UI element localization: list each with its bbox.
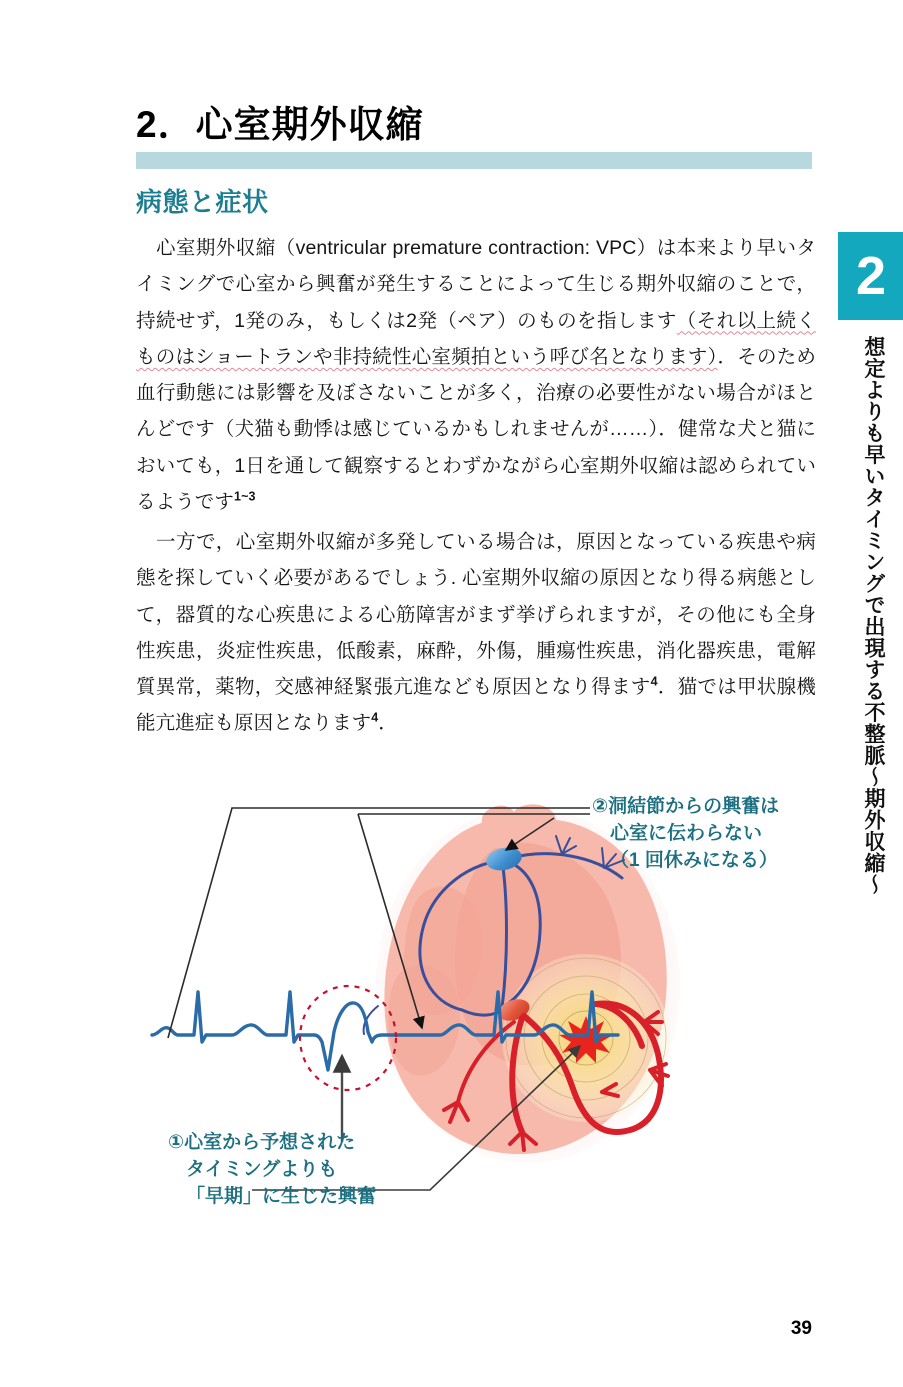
paragraph-1-text-a: 心室期外収縮（ventricular premature contraction: VPC）は本来より早いタイミングで心室から興奮が発生することによって生じる期外収縮のことで，持続せず，1発のみ，もしくは2発（ペア）のものを指します bbox=[136, 237, 816, 332]
paragraph-2-text-c: ． bbox=[378, 712, 398, 735]
paragraph-2-text-b: ．猫では甲状腺機能亢進症も原因となります bbox=[136, 676, 816, 735]
callout-1-line-3: 「早期」に生じた興奮 bbox=[186, 1185, 377, 1207]
paragraph-1-text-b: ．そのため血行動態には影響を及ぼさないことが多く，治療の必要性がない場合がほとんどです（犬猫も動悸は感じているかもしれませんが……）．健常な犬と猫においても，1日を通して観察するとわずかながら心室期外収縮は認められているようです bbox=[136, 345, 816, 514]
paragraph-1-squiggle-text: （それ以上続くものはショートランや非持続性心室頻拍という呼び名となります） bbox=[136, 309, 816, 368]
chapter-tab bbox=[838, 232, 903, 320]
chapter-tab-number: 2 bbox=[855, 246, 886, 306]
title-rule bbox=[136, 152, 812, 169]
callout-2-line-3: （1 回休みになる） bbox=[610, 849, 778, 871]
callout-2-line-2: 心室に伝わらない bbox=[610, 822, 763, 844]
callout-1-line-1: ①心室から予想された bbox=[168, 1132, 356, 1153]
callout-1 bbox=[168, 1130, 376, 1211]
page-number: 39 bbox=[790, 1318, 812, 1339]
chapter-running-head: 想定よりも早いタイミングで出現する不整脈〜期外収縮〜 bbox=[862, 336, 885, 895]
section-subheading: 病態と症状 bbox=[136, 187, 269, 217]
body-paragraph-2 bbox=[136, 524, 816, 742]
body-paragraph-1 bbox=[136, 230, 816, 520]
reference-marker: 4 bbox=[371, 710, 379, 725]
page-title: 2．心室期外収縮 bbox=[136, 104, 424, 145]
paragraph-2-text-a: 一方で，心室期外収縮が多発している場合は，原因となっている疾患や病態を探していく必要があるでしょう. 心室期外収縮の原因となり得る病態として，器質的な心疾患による心筋障害がまず挙げられますが，その他にも全身性疾患，炎症性疾患，低酸素，麻酔，外傷，腫瘍性疾患，消化器疾患，電解質異常，薬物，交感神経緊張亢進なども原因となり得ます bbox=[136, 531, 816, 699]
callout-2 bbox=[592, 794, 779, 875]
callout-1-line-2: タイミングよりも bbox=[186, 1158, 338, 1180]
reference-marker: 4 bbox=[650, 674, 658, 689]
reference-marker: 1~3 bbox=[234, 489, 256, 504]
callout-2-line-1: ②洞結節からの興奮は bbox=[592, 796, 780, 817]
great-vessel bbox=[482, 807, 514, 848]
